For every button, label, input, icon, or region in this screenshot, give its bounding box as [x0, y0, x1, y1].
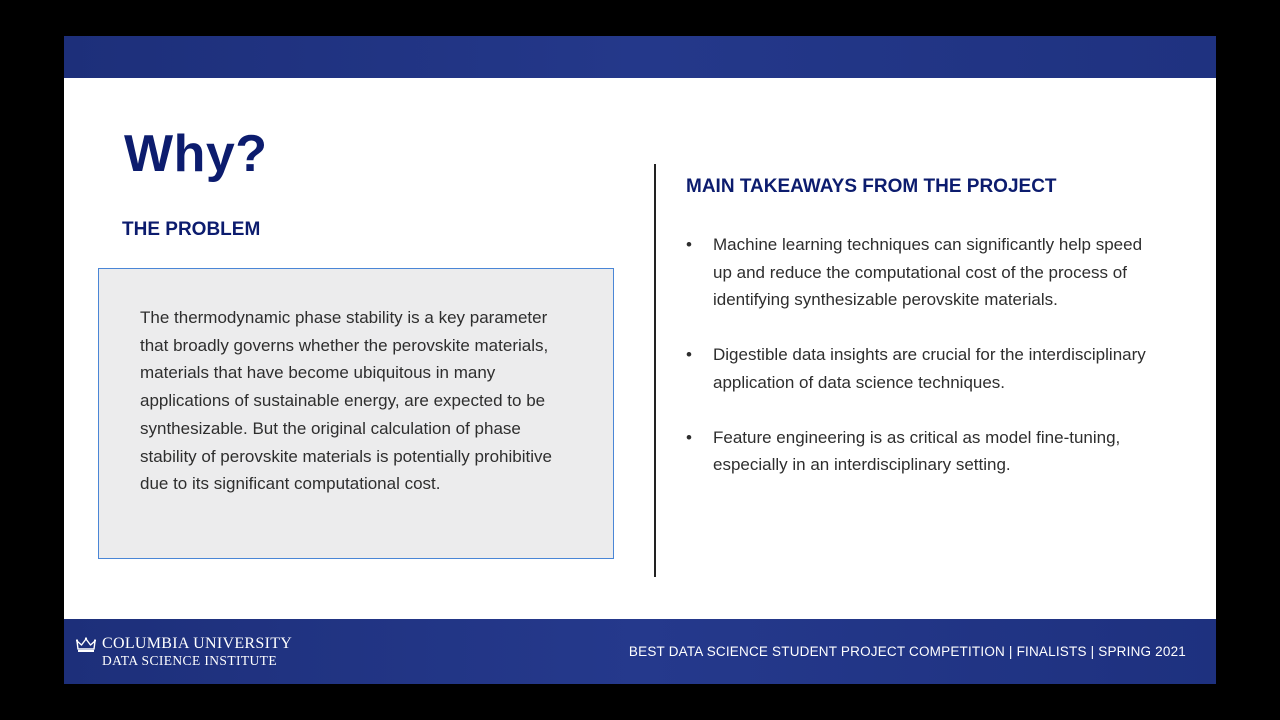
takeaway-text: Feature engineering is as critical as model fine-tuning, especially in an interdisciplinary setting.: [713, 427, 1121, 475]
header-band: [64, 36, 1216, 78]
takeaway-item: [686, 231, 1156, 314]
slide: [64, 36, 1216, 684]
logo-university-name: COLUMBIA UNIVERSITY: [102, 635, 293, 652]
takeaway-text: Machine learning techniques can significantly help speed up and reduce the computational cost of the process of identifying synthesizable perovskite materials.: [713, 235, 1143, 310]
bullet-icon: •: [686, 427, 692, 447]
takeaway-item: [686, 341, 1156, 396]
takeaway-item: [686, 424, 1156, 479]
bullet-icon: •: [686, 235, 692, 254]
slide-title: Why?: [124, 125, 268, 183]
takeaway-text: Digestible data insights are crucial for the interdisciplinary application of data science techniques.: [713, 345, 1146, 392]
problem-box: [98, 268, 614, 559]
bullet-icon: •: [686, 345, 692, 365]
problem-heading: THE PROBLEM: [122, 219, 261, 240]
logo-institute-name: DATA SCIENCE INSTITUTE: [102, 653, 277, 668]
crown-icon: [76, 637, 96, 653]
problem-text: The thermodynamic phase stability is a key parameter that broadly governs whether the perovskite materials, materials that have become ubiquitous in many applications of sustainable energy, are expected to be synthesizable. But the original calculation of phase stability of perovskite materials is potentially prohibitive due to its significant computational cost.: [140, 308, 552, 494]
takeaways-list: [686, 231, 1156, 479]
takeaways-heading: MAIN TAKEAWAYS FROM THE PROJECT: [686, 176, 1057, 197]
competition-caption: BEST DATA SCIENCE STUDENT PROJECT COMPETITION | FINALISTS | SPRING 2021: [628, 644, 1186, 659]
column-divider: [654, 164, 656, 577]
